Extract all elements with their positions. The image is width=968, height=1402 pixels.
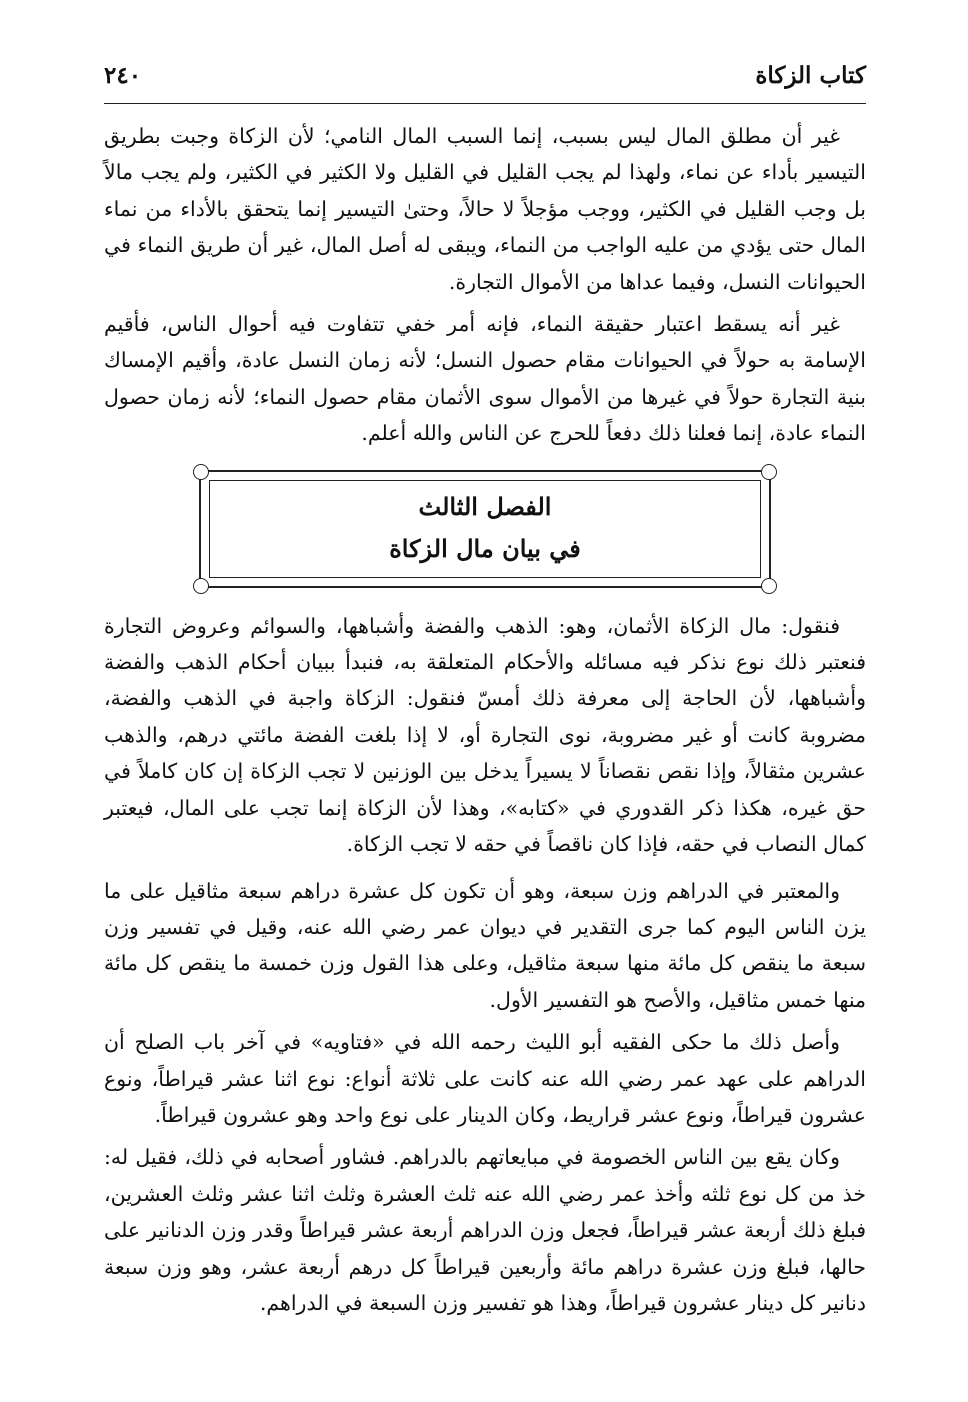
paragraph-4: والمعتبر في الدراهم وزن سبعة، وهو أن تكون كل عشرة دراهم سبعة مثاقيل على ما يزن الناس اليوم كما جرى التقدير في ديوان عمر رضي الله عنه، وقيل في تفسير وزن سبعة ما ينقص كل مائة منها سبعة مثاقيل، وعلى هذا القول وزن خمسة ما ينقص كل مائة منها خمس مثاقيل، والأصح هو التفسير الأول. — [104, 878, 866, 1012]
page-body — [104, 118, 866, 1321]
paragraph-3: فنقول: مال الزكاة الأثمان، وهو: الذهب والفضة وأشباهها، والسوائم وعروض التجارة فنعتبر ذلك نوع نذكر فيه مسائله والأحكام المتعلقة به، فنبدأ ببيان أحكام الذهب والفضة وأشباهها، لأن الحاجة إلى معرفة ذلك أمسّ فنقول: الزكاة واجبة في الذهب والفضة، مضروبة كانت أو غير مضروبة، نوى التجارة أو، لا إذا بلغت الفضة مائتي درهم، والذهب عشرين مثقالاً، وإذا نقص نقصاناً لا يسيراً يدخل بين الوزنين لا تجب الزكاة إن كان كاملاً في حق غيره، هكذا ذكر القدوري في «كتابه»، وهذا لأن الزكاة إنما تجب على المال، فيعتبر كمال النصاب في حقه، فإذا كان ناقصاً في حقه لا تجب الزكاة. — [104, 613, 866, 857]
header-title: كتاب الزكاة — [755, 62, 866, 89]
frame-ornament — [761, 578, 777, 594]
paragraph-1: غير أن مطلق المال ليس بسبب، إنما السبب المال النامي؛ لأن الزكاة وجبت بطريق التيسير بأداء عن نماء، ولهذا لم يجب القليل في القليل ولا الكثير في الكثير، ولم يجب مالاً بل وجب القليل في الكثير، ووجب مؤجلاً لا حالاً، وحتىٰ التيسير إنما يتحقق بالأداء من نماء المال حتى يؤدي من عليه الواجب من النماء، ويبقى له أصل المال، غير أن طريق النماء في الحيوانات النسل، وفيما عداها من الأموال التجارة. — [104, 124, 866, 294]
chapter-heading-frame — [199, 470, 771, 588]
frame-ornament — [193, 578, 209, 594]
chapter-subtitle: في بيان مال الزكاة — [389, 533, 581, 563]
frame-ornament — [193, 464, 209, 480]
running-header — [104, 58, 866, 102]
header-rule — [104, 103, 866, 104]
page-number: ٢٤٠ — [104, 62, 142, 89]
paragraph-2: غير أنه يسقط اعتبار حقيقة النماء، فإنه أمر خفي تتفاوت فيه أحوال الناس، فأقيم الإسامة به حولاً في الحيوانات مقام حصول النسل؛ لأنه زمان النسل عادة، وأقيم الإمساك بنية التجارة حولاً في غيرها من الأموال سوى الأثمان مقام حصول النماء؛ لأنه زمان حصول النماء عادة، إنما فعلنا ذلك دفعاً للحرج عن الناس والله أعلم. — [104, 312, 866, 446]
paragraph-6: وكان يقع بين الناس الخصومة في مبايعاتهم بالدراهم. فشاور أصحابه في ذلك، فقيل له: خذ من كل نوع ثلثه وأخذ عمر رضي الله عنه ثلث العشرة وثلث اثنا عشر وثلث العشرين، فبلغ ذلك أربعة عشر قيراطاً، فجعل وزن الدراهم أربعة عشر قيراطاً وقدر وزن الدنانير على حالها، فبلغ وزن عشرة دراهم مائة وأربعين قيراطاً كل درهم أربعة عشر، وهو وزن سبعة دنانير كل دينار عشرون قيراطاً، وهذا هو تفسير وزن السبعة في الدراهم. — [104, 1145, 866, 1315]
paragraph-5: وأصل ذلك ما حكى الفقيه أبو الليث رحمه الله في «فتاويه» في آخر باب الصلح أن الدراهم على عهد عمر رضي الله عنه كانت على ثلاثة أنواع: نوع اثنا عشر قيراطاً، ونوع عشرون قيراطاً، ونوع عشر قراريط، وكان الدينار على نوع واحد وهو عشرون قيراطاً. — [104, 1030, 866, 1127]
frame-ornament — [761, 464, 777, 480]
chapter-title: الفصل الثالث — [418, 491, 552, 521]
